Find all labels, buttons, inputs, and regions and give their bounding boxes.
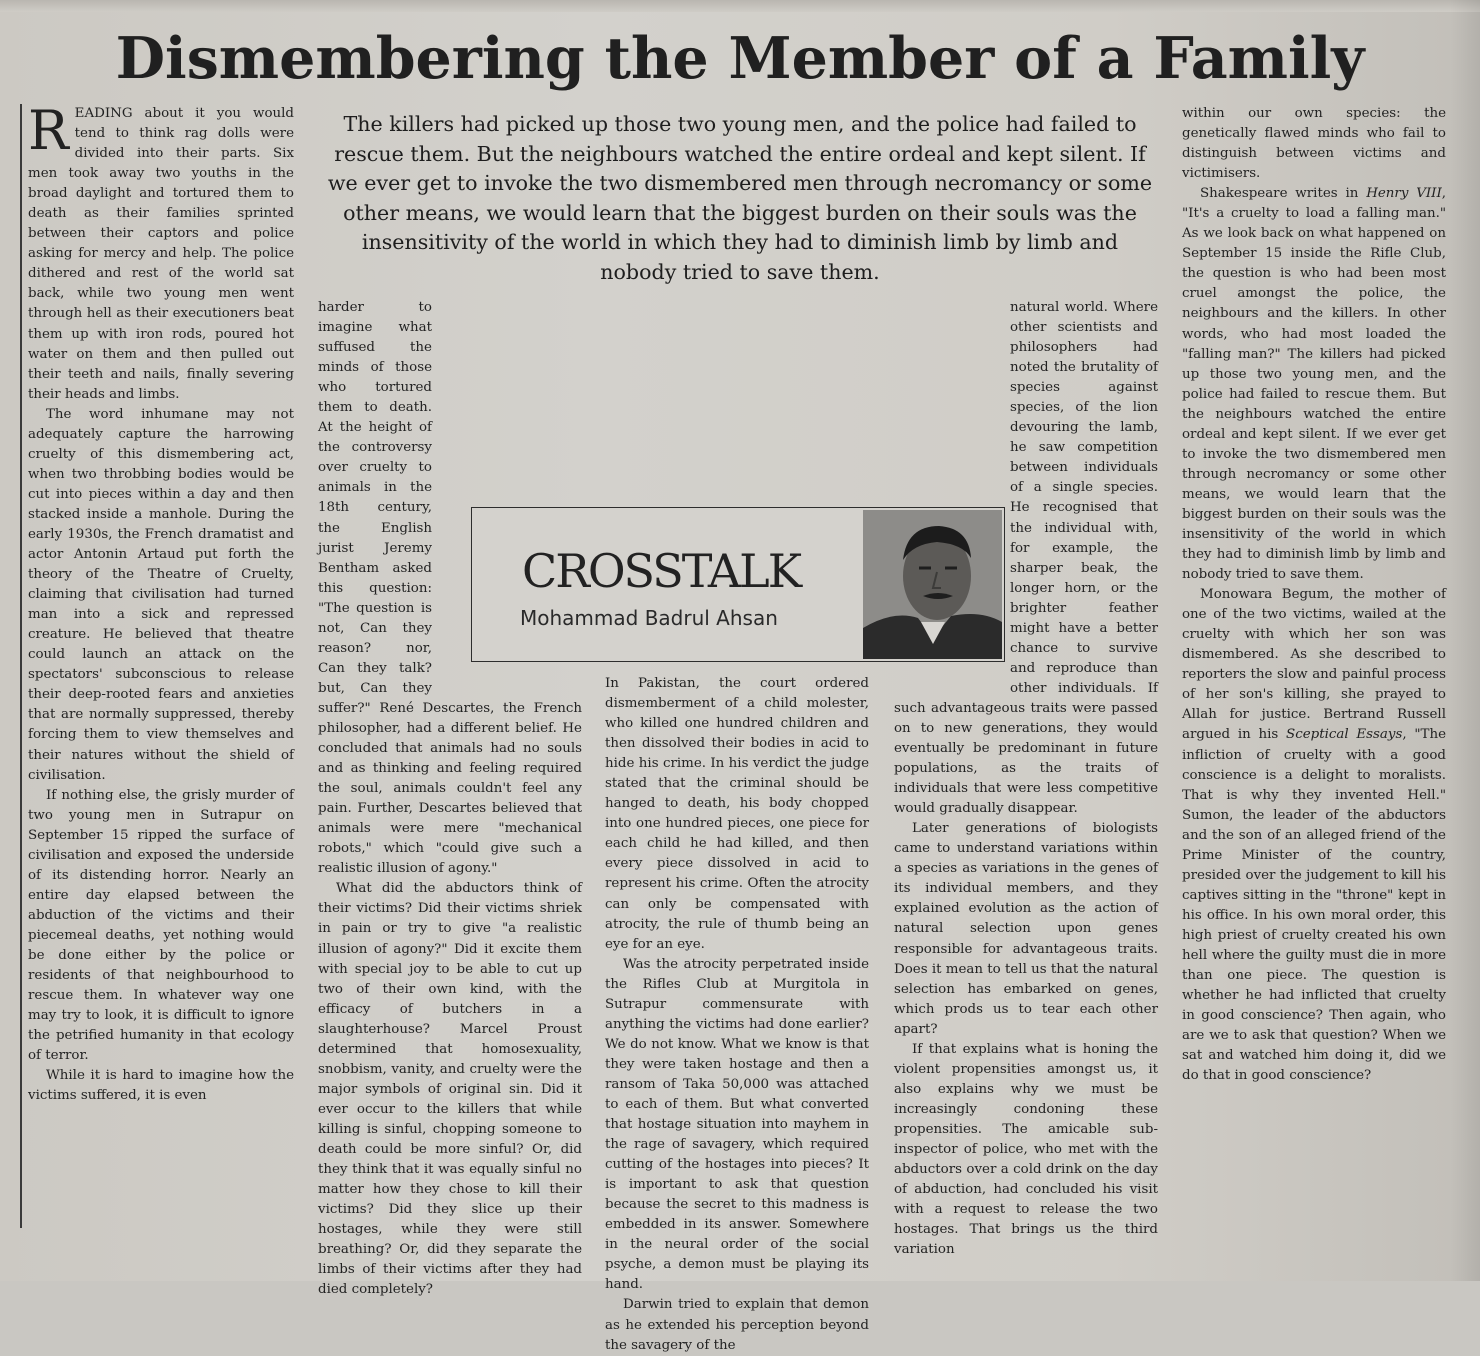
text-run: Monowara Begum, the mother of one of the two victims, wailed at the cruelty with which her son was dismembered. As she described to reporters the slow and painful process of her son's killing, she prayed to Allah for justice. Bertrand Russell argued in his bbox=[1182, 587, 1446, 743]
paragraph: Darwin tried to explain that demon as he extended his perception beyond the savagery of the bbox=[605, 1297, 869, 1353]
pull-quote: The killers had picked up those two young men, and the police had failed to rescue them. But the neighbours watched the entire ordeal and kept silent. If we ever get to invoke the two dismembered men through necromancy or some other means, we would learn that the biggest burden on their souls was the insensitivity of the world in which they had to diminish limb by limb and nobody tried to save them. bbox=[327, 112, 1153, 284]
paragraph: within our own species: the genetically flawed minds who fail to distinguish between victims and victimisers. bbox=[1182, 106, 1446, 182]
book-title: Sceptical Essays bbox=[1286, 727, 1403, 743]
paragraph: Was the atrocity perpetrated inside the Rifles Club at Murgitola in Sutrapur commensurate with anything the victims had done earlier? We do not know. What we know is that they were taken hostage and then a ransom of Taka 50,000 was attached to each of them. But what converted that hostage situation into mayhem in the rage of savagery, which required cutting of the hostages into pieces? It is important to ask that question because the secret to this madness is embedded in its answer. Somewhere in the neural order of the social psyche, a demon must be playing its hand. bbox=[605, 956, 869, 1293]
drop-cap: R bbox=[28, 99, 69, 162]
paragraph: What did the abductors think of their victims? Did their victims shriek in pain or try to give "a realistic illusion of agony?" Did it excite them with special joy to be able to cut up two of their own kind, with the efficacy of butchers in a slaughterhouse? Marcel Proust determined that homosexuality, snobbism, vanity, and cruelty were the major symbols of original sin. Did it ever occur to the killers that while killing is sinful, chopping someone to death could be more sinful? Or, did they think that it was equally sinful no matter how they chose to kill their victims? Did they slice up their hostages, while they were still breathing? Or, did they separate the limbs of their victims after they had died completely? bbox=[318, 881, 582, 1298]
headline: Dismembering the Member of a Family bbox=[115, 25, 1365, 92]
column-rule bbox=[20, 104, 22, 1228]
paragraph: If that explains what is honing the violent propensities amongst us, it also explains why we must be increasingly condoning these propensities. The amicable sub-inspector of police, who met with the abductors over a cold drink on the day of abduction, had concluded his visit with a request to release the two hostages. That brings us the third variation bbox=[894, 1041, 1158, 1258]
paragraph: If nothing else, the grisly murder of two young men in Sutrapur on September 15 ripped the surface of civilisation and exposed the underside of its distending horror. Nearly an entire day elapsed between the abduction of the victims and their piecemeal deaths, yet nothing would be done either by the police or residents of that neighbourhood to rescue them. In whatever way one may try to look, it is difficult to ignore the petrified humanity in that ecology of terror. bbox=[28, 787, 294, 1064]
paragraph bbox=[1182, 585, 1446, 1086]
author-portrait bbox=[863, 510, 1002, 659]
paragraph: natural world. Where other scientists and philosophers had noted the brutality of species against species, of the lion devouring the lamb, he saw competition between individuals of a single species. He recognised that the individual with, for example, the sharper beak, the longer horn, or the brighter feather might have a better chance to survive and reproduce than other individuals. If such advantageous traits were passed on to new generations, they would eventually be predominant in future populations, as the traits of individuals that were less competitive would gradually disappear. bbox=[894, 300, 1158, 817]
author-byline: Mohammad Badrul Ahsan bbox=[520, 606, 778, 630]
portrait-image bbox=[863, 510, 1002, 659]
text-run: Shakespeare writes in bbox=[1200, 186, 1367, 202]
article-column-2 bbox=[318, 298, 582, 1298]
text-run: , "The infliction of cruelty with a good conscience is a delight to moralists. That is why they invented Hell." Sumon, the leader of the abductors and the son of an alleged friend of the Prime Minister of the country, presided over the judgement to kill his captives sitting in the "throne" kept in his office. In his own moral order, this high priest of cruelty created his own hell where the guilty must die in more than one piece. The question is whether he had inflicted that cruelty in good conscience? Then again, who are we to ask that question? When we sat and watched him doing it, did we do that in good conscience? bbox=[1182, 727, 1446, 1084]
lead-paragraph bbox=[28, 99, 294, 405]
top-strip bbox=[0, 0, 1480, 12]
text-run: , "It's a cruelty to load a falling man." As we look back on what happened on September 15 inside the Rifle Club, the question is who had been most cruel amongst the police, the neighbours and the killers. In other words, who had most loaded the "falling man?" The killers had picked up those two young men, and the police had failed to rescue them. But the neighbours watched the entire ordeal and kept silent. If we ever get to invoke the two dismembered men through necromancy or some other means, we would learn that the biggest burden on their souls was the insensitivity of the world in which they had to diminish limb by limb and nobody tried to save them. bbox=[1182, 186, 1446, 583]
paragraph: harder to imagine what suffused the minds of those who tortured them to death. At the height of the controversy over cruelty to animals in the 18th century, the English jurist Jeremy Bentham asked this question: "The question is not, Can they reason? nor, Can they talk? but, Can they suffer?" René Descartes, the French philosopher, had a different belief. He concluded that animals had no souls and as thinking and feeling required the soul, animals couldn't feel any pain. Further, Descartes believed that animals were mere "mechanical robots," which "could give such a realistic illusion of agony." bbox=[318, 300, 582, 877]
column-header-box bbox=[471, 507, 1005, 662]
article-column-3 bbox=[605, 298, 869, 1353]
column-title: CROSSTALK bbox=[522, 544, 801, 598]
book-title: Henry VIII bbox=[1366, 186, 1442, 202]
page-edge-shadow bbox=[1450, 0, 1480, 1281]
lead-text: EADING about it you would tend to think rag dolls were divided into their parts. Six men took away two youths in the broad daylight and tortured them to death as their families sprinted between their captors and police asking for mercy and help. The police dithered and rest of the world sat back, while two young men went through hell as their executioners beat them up with iron rods, poured hot water on them and then pulled out their teeth and nails, finally severing their heads and limbs. bbox=[28, 106, 294, 402]
article-column-5 bbox=[1182, 104, 1446, 1244]
paragraph: In Pakistan, the court ordered dismemberment of a child molester, who killed one hundred children and then dissolved their bodies in acid to hide his crime. In his verdict the judge stated that the criminal should be hanged to death, his body chopped into one hundred pieces, one piece for each child he had killed, and then every piece dissolved in acid to represent his crime. Often the atrocity can only be compensated with atrocity, the rule of thumb being an eye for an eye. bbox=[605, 676, 869, 952]
paragraph: Later generations of biologists came to understand variations within a species as variations in the genes of its individual members, and they explained evolution as the action of natural selection upon genes responsible for advantageous traits. Does it mean to tell us that the natural selection has embarked on genes, which prods us to tear each other apart? bbox=[894, 821, 1158, 1037]
paragraph: The word inhumane may not adequately capture the harrowing cruelty of this dismembering act, when two throbbing bodies would be cut into pieces within a day and then stacked inside a manhole. During the early 1930s, the French dramatist and actor Antonin Artaud put forth the theory of the Theatre of Cruelty, claiming that civilisation had turned man into a sick and repressed creature. He believed that theatre could launch an attack on the spectators' subconscious to release their deep-rooted fears and anxieties that are normally suppressed, thereby forcing them to view themselves and their natures without the shield of civilisation. bbox=[28, 406, 294, 783]
paragraph: While it is hard to imagine how the victims suffered, it is even bbox=[28, 1068, 294, 1104]
article-column-4 bbox=[894, 298, 1158, 1258]
article-column-1 bbox=[28, 99, 294, 1234]
paragraph bbox=[1182, 184, 1446, 585]
